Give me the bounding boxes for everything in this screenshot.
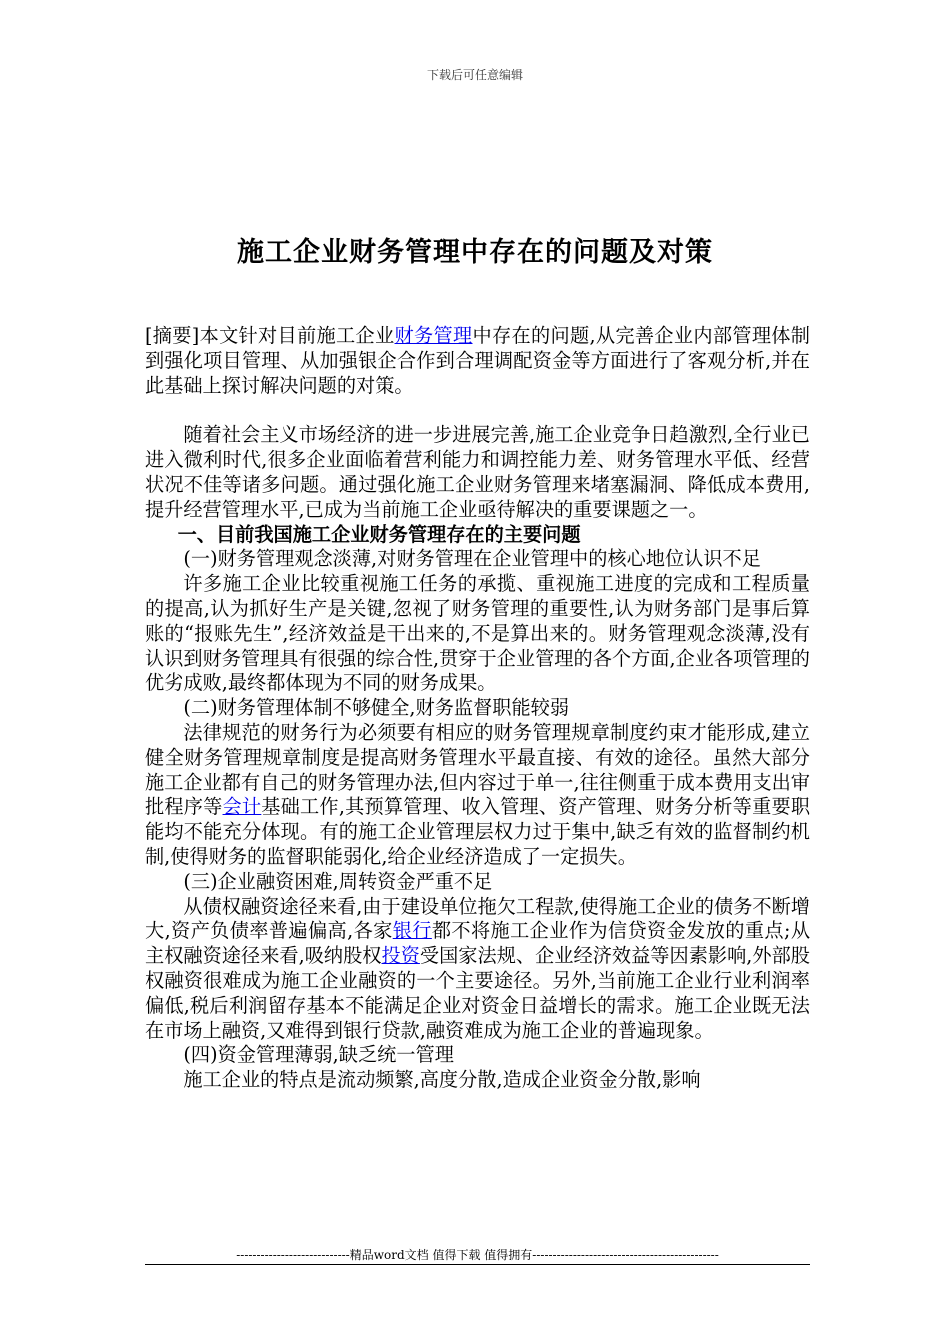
subsection-title-1: (一)财务管理观念淡薄,对财务管理在企业管理中的核心地位认识不足 (183, 547, 761, 571)
page-header: 下载后可任意编辑 (426, 68, 523, 82)
link-investment[interactable]: 投资 (381, 944, 420, 968)
abstract-text-before: [摘要]本文针对目前施工企业 (145, 324, 395, 347)
footer-divider (145, 1264, 810, 1265)
abstract-paragraph (145, 324, 810, 398)
sub3-text-b: 都不将施工企业作为信贷资金发放的重点;从主权融资途径来看,吸纳股权 (145, 919, 811, 968)
sub2-text-after: 基础工作,其预算管理、收入管理、资产管理、财务分析等重要职能均不能充分体现。有的施工企业管理层权力过于集中,缺乏有效的监督制约机制,使得财务的监督职能弱化,给企业经济造成了一定损失。 (145, 795, 811, 868)
document-title: 施工企业财务管理中存在的问题及对策 (237, 237, 713, 268)
subsection-body-3 (145, 895, 810, 1044)
page-footer: ----------------------------精品word文档 值得下载 值得拥有---------------------------------------------- (236, 1248, 719, 1262)
abstract-text-after: 中存在的问题,从完善企业内部管理体制到强化项目管理、从加强银企合作到合理调配资金等方面进行了客观分析,并在此基础上探讨解决问题的对策。 (145, 324, 810, 397)
sub3-text-a: 从债权融资途径来看,由于建设单位拖欠工程款,使得施工企业的债务不断增大,资产负债率普遍偏高,各家 (145, 894, 810, 943)
intro-paragraph: 随着社会主义市场经济的进一步进展完善,施工企业竞争日趋激烈,全行业已进入微利时代,很多企业面临着营利能力和调控能力差、财务管理水平低、经营状况不佳等诸多问题。通过强化施工企业财务管理来堵塞漏洞、降低成本费用,提升经营管理水平,已成为当前施工企业亟待解决的重要课题之一。 (145, 423, 810, 521)
link-accounting[interactable]: 会计 (222, 795, 262, 819)
link-bank[interactable]: 银行 (392, 919, 432, 943)
subsection-body-4: 施工企业的特点是流动频繁,高度分散,造成企业资金分散,影响 (183, 1068, 701, 1092)
section-heading-1: 一、目前我国施工企业财务管理存在的主要问题 (177, 522, 581, 546)
document-body (145, 324, 810, 1093)
subsection-body-1: 许多施工企业比较重视施工任务的承揽、重视施工进度的完成和工程质量的提高,认为抓好生产是关键,忽视了财务管理的重要性,认为财务部门是事后算账的“报账先生”,经济效益是干出来的,不是算出来的。财务管理观念淡薄,没有认识到财务管理具有很强的综合性,贯穿于企业管理的各个方面,企业各项管理的优劣成败,最终都体现为不同的财务成果。 (145, 572, 810, 695)
sub2-text-before: 法律规范的财务行为必须要有相应的财务管理规章制度约束才能形成,建立健全财务管理规章制度是提高财务管理水平最直接、有效的途径。虽然大部分施工企业都有自己的财务管理办法,但内容过于单一,往往侧重于成本费用支出审批程序等 (145, 720, 810, 819)
link-financial-management[interactable]: 财务管理 (394, 324, 473, 347)
subsection-title-3: (三)企业融资困难,周转资金严重不足 (183, 869, 493, 893)
subsection-title-4: (四)资金管理薄弱,缺乏统一管理 (183, 1043, 454, 1067)
sub3-text-c: 受国家法规、企业经济效益等因素影响,外部股权融资很难成为施工企业融资的一个主要途径。另外,当前施工企业行业利润率偏低,税后利润留存基本不能满足企业对资金日益增长的需求。施工企业既无法在市场上融资,又难得到银行贷款,融资难成为施工企业的普遍现象。 (145, 944, 810, 1042)
subsection-title-2: (二)财务管理体制不够健全,财务监督职能较弱 (183, 696, 570, 720)
subsection-body-2 (145, 721, 810, 870)
